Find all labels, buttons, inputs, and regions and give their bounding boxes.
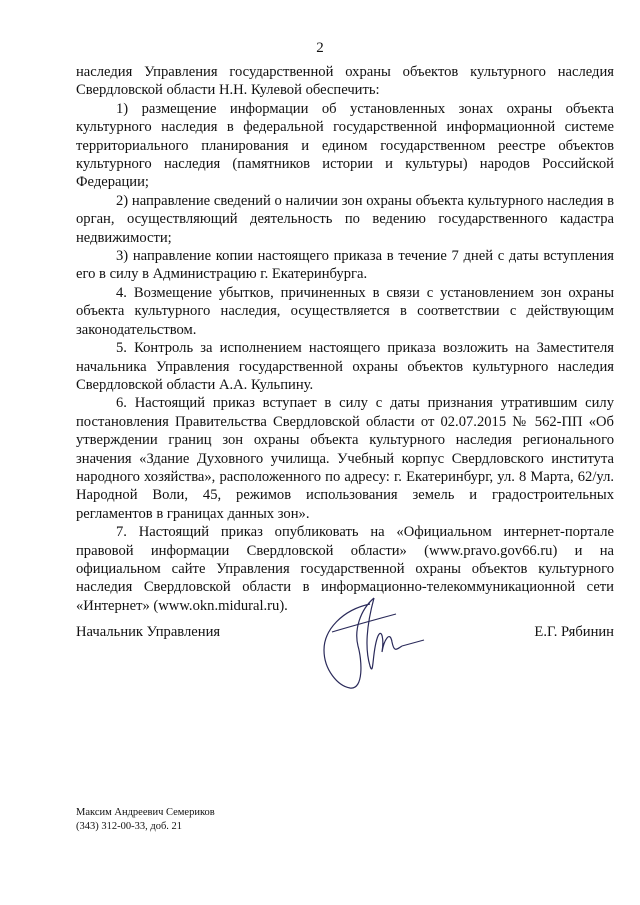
document-body [76,63,614,615]
paragraph-4: 4. Возмещение убытков, причиненных в связи с установлением зон охраны объекта культурного наследия, осуществляется в соответствии с действующим законодательством. [76,284,614,338]
page-number: 2 [316,40,324,56]
signatory-title: Начальник Управления [76,624,221,640]
executor-phone: (343) 312-00-33, доб. 21 [76,821,183,832]
executor-name: Максим Андреевич Семериков [76,807,215,818]
handwritten-signature [312,590,432,700]
paragraph-6: 6. Настоящий приказ вступает в силу с даты признания утратившим силу постановления Правительства Свердловской области от 02.07.2015 № 562-ПП «Об утверждении границ зон охраны объекта культурного наследия регионального значения «Здание Духовного училища. Учебный корпус Свердловского института народного хозяйства», расположенного по адресу: г. Екатеринбург, ул. 8 Марта, 62/ул. Народной Воли, 45, режимов использования земель и градостроительных регламентов в границах данных зон». [76,395,614,522]
paragraph-item-1: 1) размещение информации об установленных зонах охраны объекта культурного наследия в федеральной государственной информационной системе территориального планирования и едином государственном реестре объектов культурного наследия (памятников истории и культуры) народов Российской Федерации; [76,100,614,191]
paragraph-intro: наследия Управления государственной охраны объектов культурного наследия Свердловской области Н.Н. Кулевой обеспечить: [76,64,614,99]
paragraph-item-3: 3) направление копии настоящего приказа в течение 7 дней с даты вступления его в силу в Администрацию г. Екатеринбурга. [76,248,614,283]
paragraph-5: 5. Контроль за исполнением настоящего приказа возложить на Заместителя начальника Управления государственной охраны объектов культурного наследия Свердловской области А.А. Кульпину. [76,340,614,393]
executor-contact [76,806,215,834]
paragraph-7: 7. Настоящий приказ опубликовать на «Официальном интернет-портале правовой информации Свердловской области» (www.pravo.gov66.ru) и на официальном сайте Управления государственной охраны объектов культурного наследия Свердловской области в информационно-телекоммуникационной сети «Интернет» (www.okn.midural.ru). [76,524,614,614]
signatory-name: Е.Г. Рябинин [534,624,614,640]
paragraph-item-2: 2) направление сведений о наличии зон охраны объекта культурного наследия в орган, осуществляющий деятельность по ведению государственного кадастра недвижимости; [76,192,614,246]
